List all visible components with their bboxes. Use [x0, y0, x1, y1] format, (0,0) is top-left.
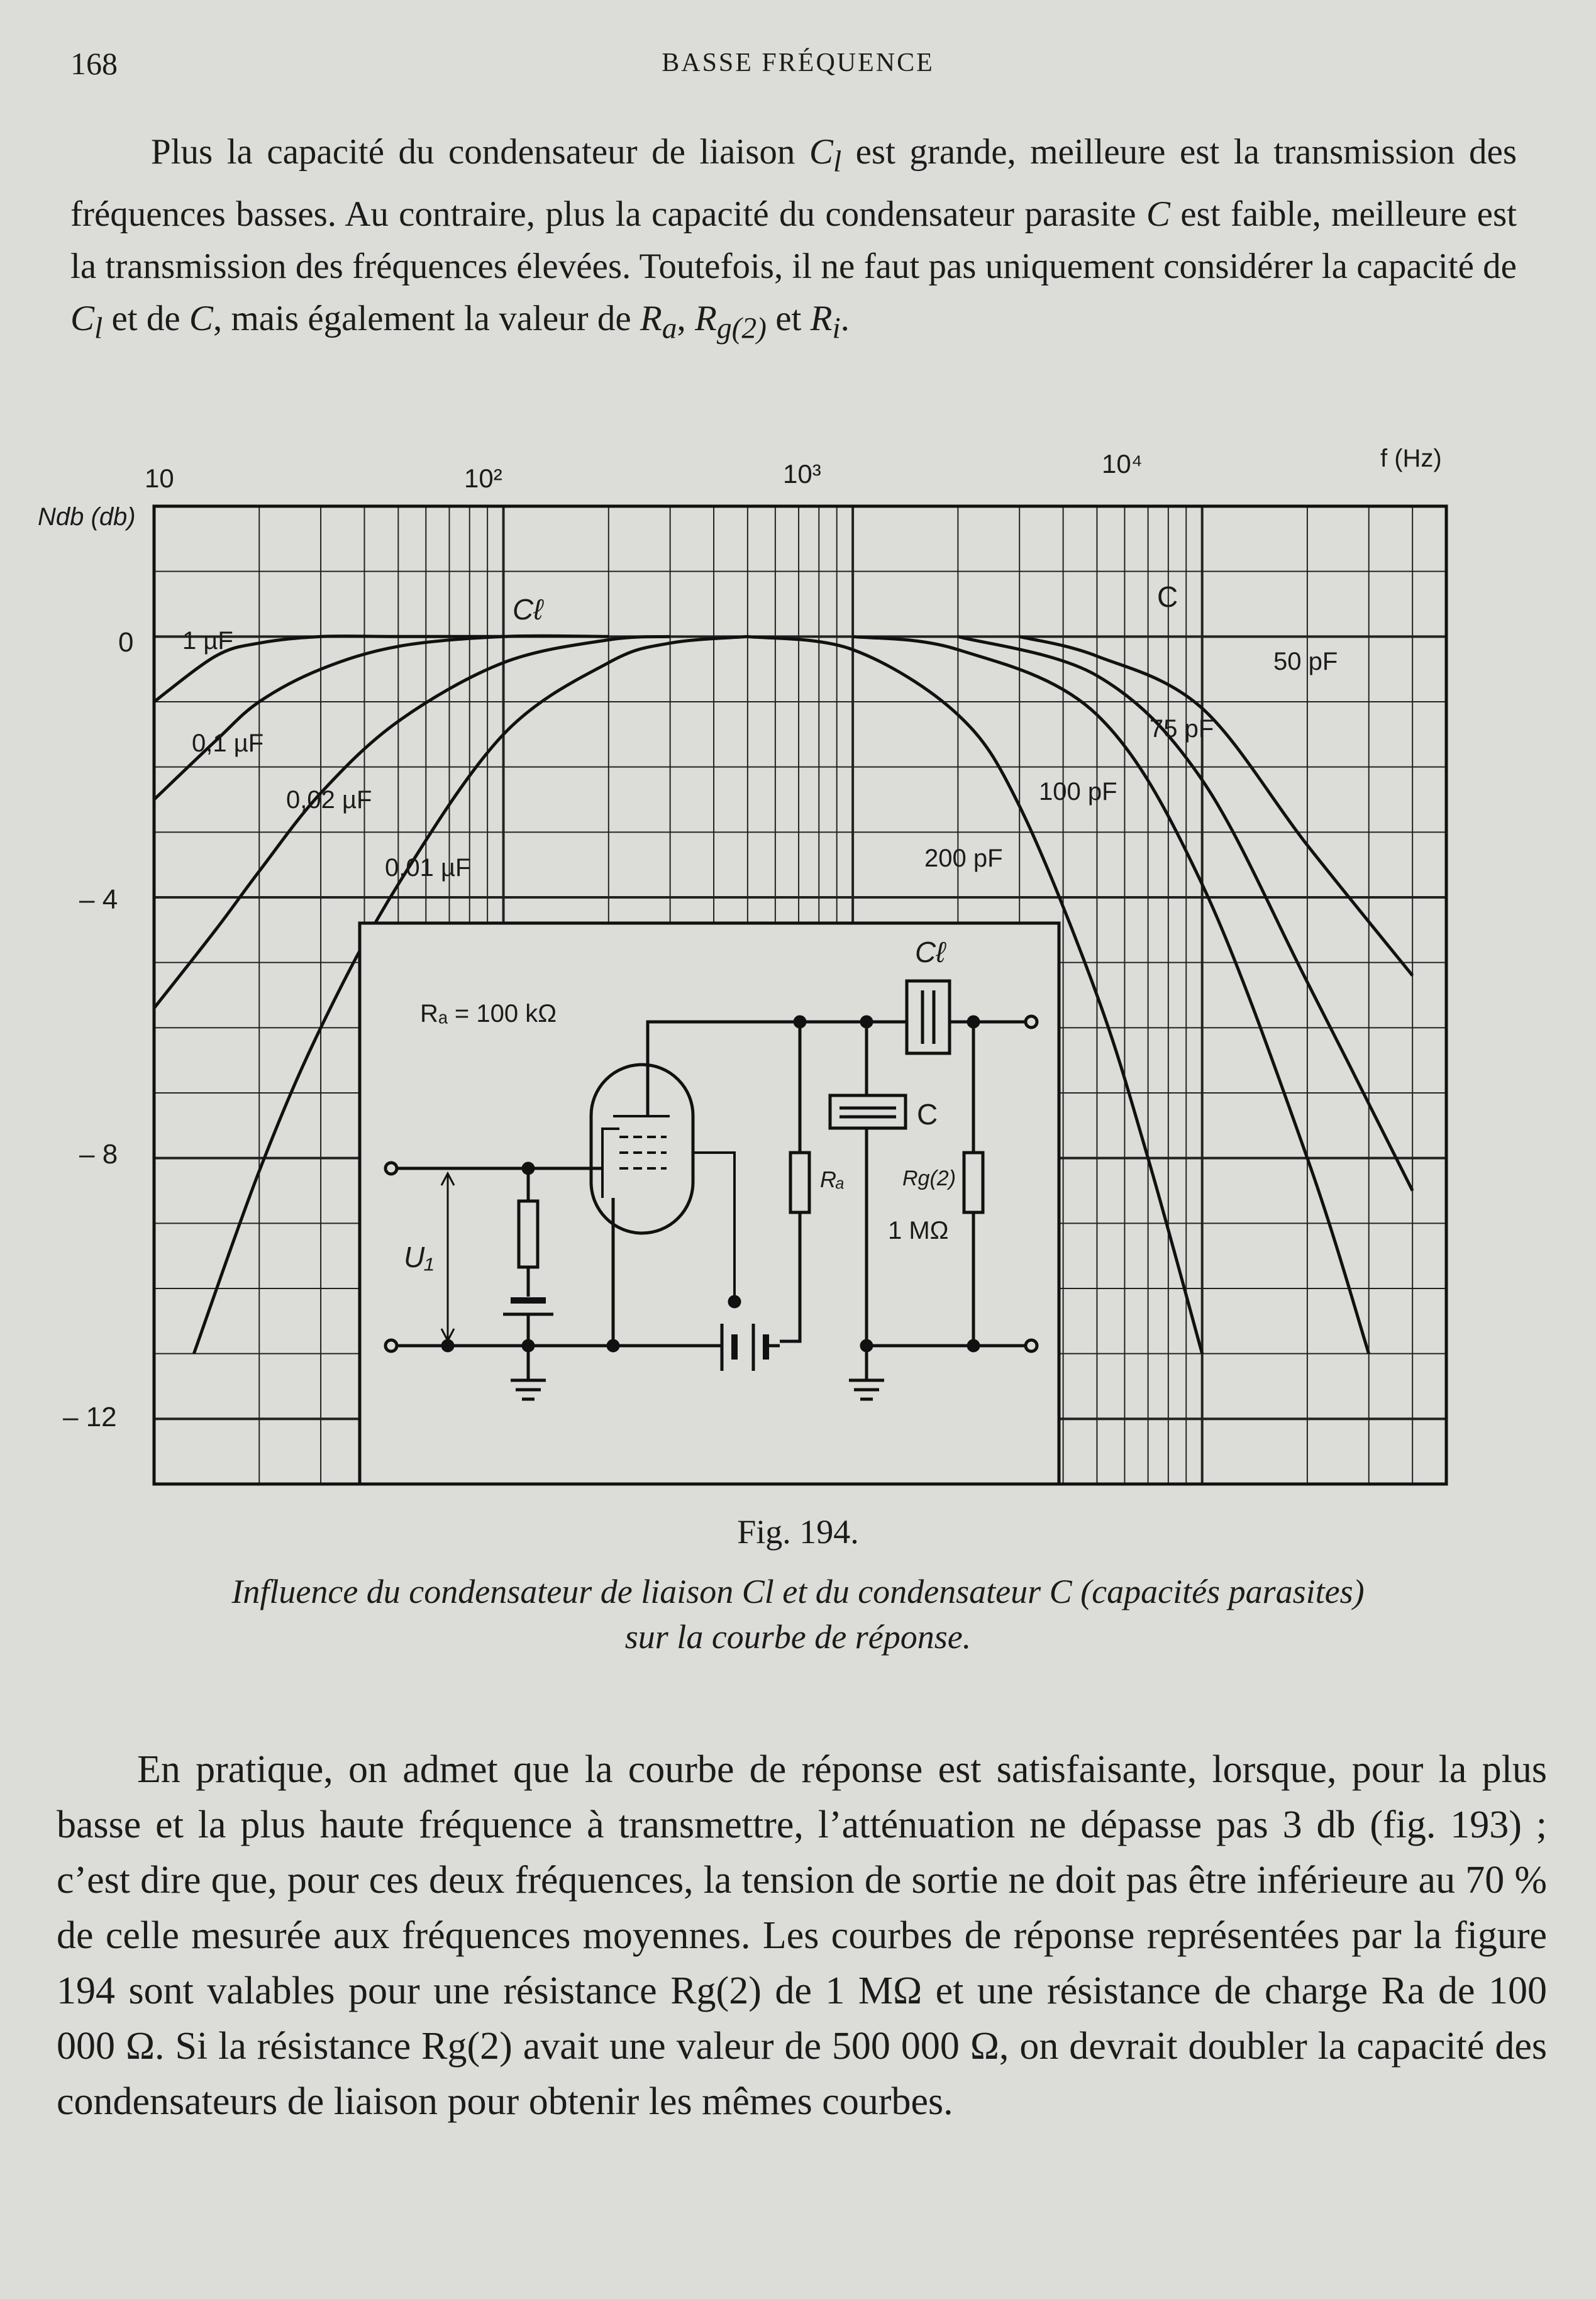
figure-caption: Fig. 194.	[737, 1513, 859, 1551]
running-title: BASSE FRÉQUENCE	[662, 48, 934, 77]
y-tick-label: 0	[118, 627, 134, 658]
ra-value-label: Rₐ = 100 kΩ	[420, 1000, 557, 1028]
x-tick-label: 10⁴	[1102, 449, 1143, 479]
x-tick-label: 10³	[783, 459, 821, 489]
input-terminal-bottom	[385, 1340, 397, 1351]
figure-legend-line: Influence du condensateur de liaison Cl et du condensateur C (capacités parasites)	[231, 1573, 1365, 1610]
y-tick-label: – 4	[79, 884, 118, 915]
rg-resistor-label: Rg(2)	[902, 1166, 956, 1190]
y-tick-label: – 12	[63, 1402, 117, 1432]
parasitic-group-label: C	[1157, 580, 1178, 613]
output-terminal-top	[1026, 1016, 1037, 1028]
curve-label: 1 µF	[182, 627, 233, 655]
output-terminal-bottom	[1026, 1340, 1037, 1351]
input-voltage-label: U₁	[404, 1241, 434, 1273]
ra-resistor-icon	[790, 1153, 809, 1212]
rg-resistor-icon	[964, 1153, 983, 1212]
curve-label: 100 pF	[1039, 778, 1117, 806]
curve-label: 0,02 µF	[286, 786, 372, 814]
page-number: 168	[70, 46, 118, 81]
amplifier-schematic	[360, 923, 1059, 1484]
ra-resistor-label: Rₐ	[820, 1166, 845, 1192]
response-curve	[154, 636, 609, 799]
coupling-capacitor-label: Cℓ	[915, 936, 946, 968]
figure-legend-line: sur la courbe de réponse.	[624, 1618, 972, 1656]
y-tick-label: – 8	[79, 1139, 118, 1170]
coupling-capacitor-icon	[907, 981, 950, 1053]
parasitic-capacitor-icon	[830, 1095, 906, 1128]
x-tick-label: 10²	[464, 463, 502, 493]
curve-label: 0,1 µF	[192, 729, 264, 757]
curve-label: 75 pF	[1150, 715, 1214, 743]
curve-label: 0,01 µF	[385, 854, 471, 882]
paragraph-intro: Plus la capacité du condensateur de liaison $C_l$ est grande, meilleure est la transmission des fréquences basses. Au contraire, plus la capacité du condensateur parasite C est faible, meilleure est la transmission des fréquences élevées. Toutefois, il ne faut pas uniquement considérer la capacité de $C_l$ et de C, mais également la valeur de $R_a$, $R_{g(2)}$ et $R_i$.	[70, 132, 1517, 345]
grid-resistor-icon	[519, 1201, 538, 1267]
curve-labels	[182, 580, 1338, 882]
parasitic-capacitor-label: C	[917, 1098, 938, 1131]
x-tick-label: 10	[145, 463, 174, 493]
x-axis-label: f (Hz)	[1380, 445, 1442, 472]
y-axis-label: Ndb (db)	[38, 503, 136, 531]
input-terminal-top	[385, 1163, 397, 1174]
curve-label: 200 pF	[924, 845, 1003, 872]
response-curve	[1019, 636, 1412, 975]
coupling-group-label: Cℓ	[513, 593, 543, 626]
rg-resistor-value: 1 MΩ	[888, 1217, 949, 1244]
figure-legend	[126, 1569, 1470, 1659]
curve-label: 50 pF	[1273, 648, 1338, 675]
paragraph-conclusion: En pratique, on admet que la courbe de réponse est satisfaisante, lorsque, pour la plus basse et la plus haute fréquence à transmettre, l’atténuation ne dépasse pas 3 db (fig. 193) ; c’est dire que, pour ces deux fréquences, la tension de sortie ne doit pas être inférieure au 70 % de celle mesurée aux fréquences moyennes. Les courbes de réponse représentées par la figure 194 sont valables pour une résistance Rg(2) de 1 MΩ et une résistance de charge Ra de 100 000 Ω. Si la résistance Rg(2) avait une valeur de 500 000 Ω, on devrait doubler la capacité des condensateurs de liaison pour obtenir les mêmes courbes.	[57, 1748, 1547, 2123]
